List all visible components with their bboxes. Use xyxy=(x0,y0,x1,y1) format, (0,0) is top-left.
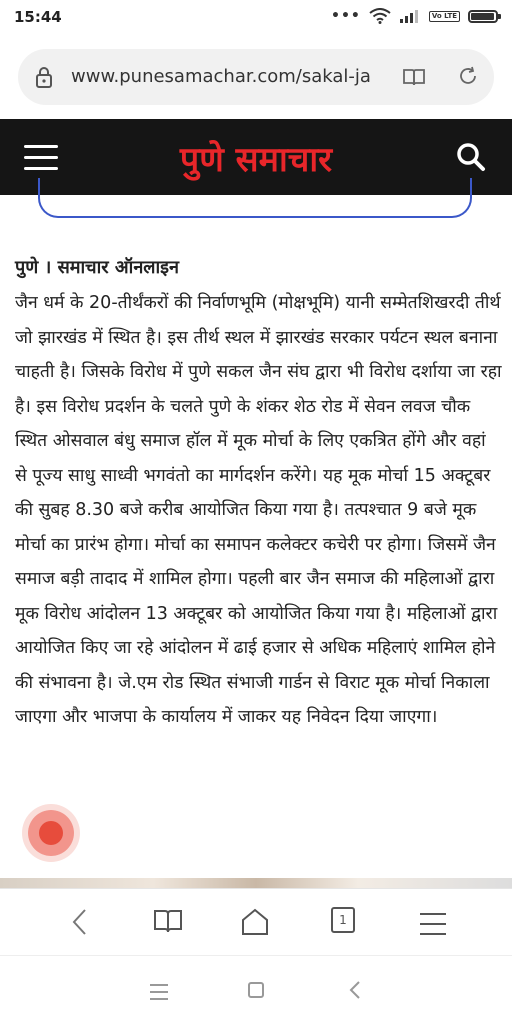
status-bar xyxy=(0,0,512,36)
signal-icon xyxy=(399,9,421,23)
tab-count: 1 xyxy=(339,913,347,927)
back-icon[interactable] xyxy=(68,907,92,937)
more-dots-icon: ••• xyxy=(331,8,361,24)
article-image-peek xyxy=(0,878,512,888)
site-logo[interactable]: पुणे समाचार xyxy=(179,140,333,180)
bookmarks-icon[interactable] xyxy=(153,907,183,935)
url-text[interactable]: www.punesamachar.com/sakal-ja xyxy=(71,66,371,87)
reader-mode-icon[interactable] xyxy=(402,67,426,87)
status-time: 15:44 xyxy=(14,8,62,26)
floating-notification-bubble[interactable] xyxy=(28,810,74,856)
lock-icon xyxy=(35,66,53,88)
browser-menu-icon[interactable] xyxy=(420,913,446,935)
address-bar[interactable] xyxy=(18,49,494,105)
wifi-icon xyxy=(369,8,391,24)
browser-toolbar xyxy=(0,888,512,956)
article-dateline: पुणे । समाचार ऑनलाइन xyxy=(15,257,180,278)
system-back-icon[interactable] xyxy=(348,980,362,1000)
battery-icon xyxy=(468,10,498,23)
system-navigation-bar xyxy=(0,955,512,1025)
system-home-icon[interactable] xyxy=(248,982,264,998)
home-icon[interactable] xyxy=(240,907,270,937)
article-body: जैन धर्म के 20-तीर्थंकरों की निर्वाणभूमि (मोक्षभूमि) यानी सम्मेतशिखरदी तीर्थ जो झारखंड में स्थित है। इस तीर्थ स्थल में झारखंड सरकार पर्यटन स्थल बनाना चाहती है। जिसके विरोध में पुणे सकल जैन संघ द्वारा भी विरोध दर्शाया जा रहा है। इस विरोध प्रदर्शन के चलते पुणे के शंकर शेठ रोड में सेवन लवज चौक स्थित ओसवाल बंधु समाज हॉल में मूक मोर्चा के लिए एकत्रित होंगे और वहां से पूज्य साधु साध्वी भगवंतो का मार्गदर्शन करेंगे। यह मूक मोर्चा 15 अक्टूबर की सुबह 8.30 बजे करीब आयोजित किया गया है। तत्पश्चात 9 बजे मूक मोर्चा का प्रारंभ होगा। मोर्चा का समापन कलेक्टर कचेरी पर होगा। जिसमें जैन समाज बड़ी तादाद में शामिल होगा। पहली बार जैन समाज की महिलाओं द्वारा मूक विरोध आंदोलन 13 अक्टूबर को आयोजित किया गया है। महिलाओं द्वारा आयोजित किए जा रहे आंदोलन में ढाई हजार से अधिक महिलाएं शामिल होने की संभावना है। जे.एम रोड स्थित संभाजी गार्डन से विराट मूक मोर्चा निकाला जाएगा और भाजपा के कार्यालय में जाकर यह निवेदन दिया जाएगा। xyxy=(15,293,502,727)
tab-count-button[interactable] xyxy=(331,907,355,933)
ad-banner-edge xyxy=(38,178,472,218)
status-icons xyxy=(331,8,498,24)
search-icon[interactable] xyxy=(455,141,487,173)
reload-icon[interactable] xyxy=(457,65,479,87)
recent-apps-icon[interactable] xyxy=(150,984,168,1000)
volte-icon: Vo LTE xyxy=(429,11,460,22)
article xyxy=(15,254,502,735)
